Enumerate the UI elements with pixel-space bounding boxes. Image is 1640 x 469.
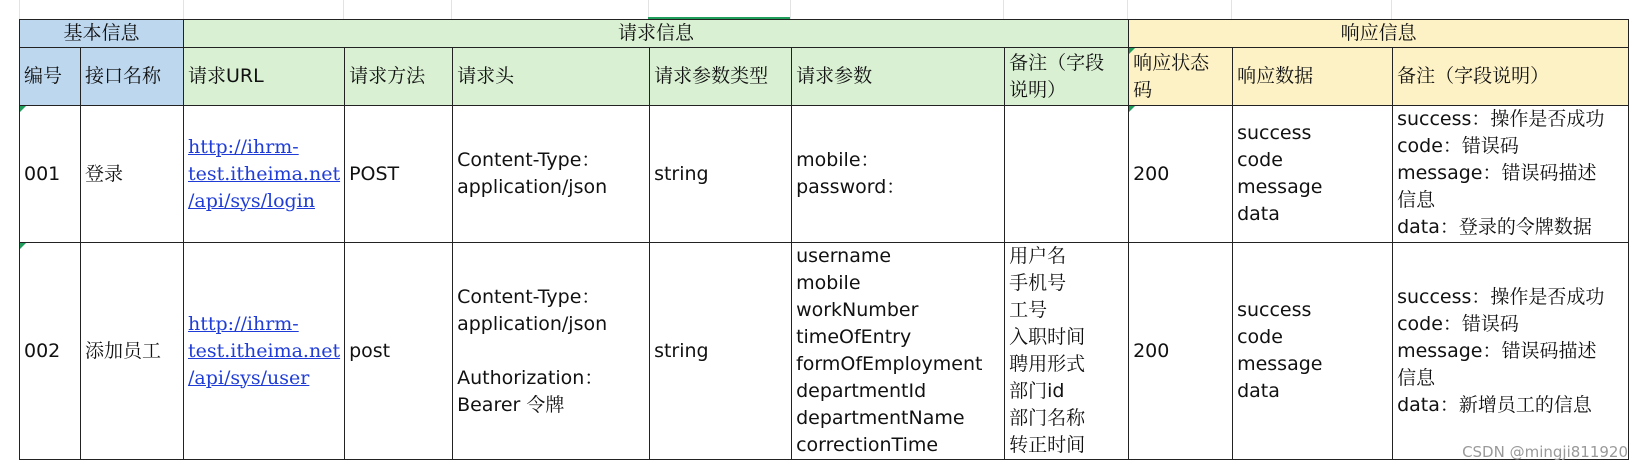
gridline bbox=[1127, 0, 1128, 19]
url-part[interactable]: /api/sys/user bbox=[188, 366, 310, 389]
header-method[interactable]: 请求方法 bbox=[345, 48, 453, 106]
header-remarks-line2: 说明） bbox=[1009, 78, 1067, 101]
header-url[interactable]: 请求URL bbox=[184, 48, 345, 106]
header-line: Authorization： bbox=[457, 366, 604, 389]
cell-no[interactable]: 002 bbox=[20, 243, 81, 460]
resp-line: success bbox=[1237, 299, 1312, 321]
cell-remarks[interactable] bbox=[1005, 106, 1129, 243]
remark-line: 聘用形式 bbox=[1009, 353, 1086, 375]
cell-response-data[interactable] bbox=[1233, 106, 1393, 243]
resp-line: message bbox=[1237, 176, 1323, 198]
cell-status-code[interactable]: 200 bbox=[1129, 243, 1233, 460]
cell-request-headers[interactable] bbox=[453, 106, 650, 243]
resp-line: success bbox=[1237, 122, 1312, 144]
header-request-headers[interactable]: 请求头 bbox=[453, 48, 650, 106]
resp-line: message bbox=[1237, 353, 1323, 375]
remark-line: 部门名称 bbox=[1009, 407, 1086, 429]
cell-request-headers[interactable] bbox=[453, 243, 650, 460]
header-params[interactable]: 请求参数 bbox=[792, 48, 1005, 106]
cell-params[interactable] bbox=[792, 243, 1005, 460]
group-request-info[interactable]: 请求信息 bbox=[184, 20, 1129, 48]
remark-line: 入职时间 bbox=[1009, 326, 1086, 348]
resp-line: data bbox=[1237, 203, 1280, 225]
remark-line: message：错误码描述 bbox=[1397, 339, 1597, 362]
header-status-code[interactable] bbox=[1129, 48, 1233, 106]
remark-line: data：新增员工的信息 bbox=[1397, 393, 1592, 416]
cell-param-type[interactable]: string bbox=[650, 106, 792, 243]
remark-line: code：错误码 bbox=[1397, 312, 1519, 335]
gridline bbox=[1391, 0, 1392, 19]
api-spec-table bbox=[19, 19, 1629, 460]
cell-name[interactable]: 添加员工 bbox=[81, 243, 184, 460]
url-part[interactable]: http://ihrm- bbox=[188, 312, 299, 335]
param-line: workNumber bbox=[796, 299, 919, 321]
remark-line: success：操作是否成功 bbox=[1397, 285, 1605, 308]
column-header-row bbox=[20, 48, 1629, 106]
remark-line: 工号 bbox=[1009, 299, 1048, 321]
param-line: mobile： bbox=[796, 149, 880, 171]
cell-status-code[interactable]: 200 bbox=[1129, 106, 1233, 243]
cell-name[interactable]: 登录 bbox=[81, 106, 184, 243]
remark-line: 信息 bbox=[1397, 366, 1436, 389]
header-line: application/json bbox=[457, 312, 608, 335]
url-part[interactable]: test.itheima.net bbox=[188, 162, 341, 185]
header-line: application/json bbox=[457, 176, 608, 198]
header-no[interactable]: 编号 bbox=[20, 48, 81, 106]
cell-no[interactable]: 001 bbox=[20, 106, 81, 243]
header-response-data[interactable]: 响应数据 bbox=[1233, 48, 1393, 106]
param-line: formOfEmployment bbox=[796, 353, 983, 375]
param-line: password： bbox=[796, 176, 906, 198]
header-response-remarks[interactable]: 备注（字段说明） bbox=[1393, 48, 1629, 106]
header-param-type[interactable]: 请求参数类型 bbox=[650, 48, 792, 106]
cell-param-type[interactable]: string bbox=[650, 243, 792, 460]
gridline bbox=[1231, 0, 1232, 19]
cell-method[interactable]: POST bbox=[345, 106, 453, 243]
cell-method[interactable]: post bbox=[345, 243, 453, 460]
resp-line: code bbox=[1237, 326, 1283, 348]
cell-response-remarks[interactable] bbox=[1393, 106, 1629, 243]
gridline bbox=[1003, 0, 1004, 19]
param-line: mobile bbox=[796, 272, 861, 294]
gridline bbox=[19, 0, 20, 19]
header-remarks-line1: 备注（字段 bbox=[1009, 51, 1105, 74]
remark-line: 信息 bbox=[1397, 189, 1436, 211]
cell-params[interactable] bbox=[792, 106, 1005, 243]
remark-line: message：错误码描述 bbox=[1397, 162, 1597, 184]
header-line: Bearer 令牌 bbox=[457, 393, 565, 416]
cell-response-remarks[interactable] bbox=[1393, 243, 1629, 460]
cell-url-link[interactable] bbox=[184, 106, 345, 243]
resp-line: code bbox=[1237, 149, 1283, 171]
remark-line: data：登录的令牌数据 bbox=[1397, 216, 1592, 238]
line-gap bbox=[457, 338, 645, 365]
group-response-info[interactable]: 响应信息 bbox=[1129, 20, 1629, 48]
header-status-line1: 响应状态 bbox=[1133, 51, 1210, 74]
table-row bbox=[20, 243, 1629, 460]
csdn-watermark: CSDN @mingji811920 bbox=[1462, 443, 1628, 461]
param-line: departmentName bbox=[796, 407, 965, 429]
remark-line: 手机号 bbox=[1009, 272, 1067, 294]
param-line: departmentId bbox=[796, 380, 927, 402]
param-line: timeOfEntry bbox=[796, 326, 912, 348]
cell-remarks[interactable] bbox=[1005, 243, 1129, 460]
cell-url-link[interactable] bbox=[184, 243, 345, 460]
url-part[interactable]: test.itheima.net bbox=[188, 339, 341, 362]
remark-line: 部门id bbox=[1009, 380, 1065, 402]
resp-line: data bbox=[1237, 380, 1280, 402]
remark-line: code：错误码 bbox=[1397, 135, 1519, 157]
gridline bbox=[451, 0, 452, 19]
url-part[interactable]: /api/sys/login bbox=[188, 189, 315, 212]
header-name[interactable]: 接口名称 bbox=[81, 48, 184, 106]
remark-line: 转正时间 bbox=[1009, 434, 1086, 456]
gridline bbox=[790, 0, 791, 19]
remark-line: 用户名 bbox=[1009, 245, 1067, 267]
gridline bbox=[343, 0, 344, 19]
param-line: username bbox=[796, 245, 892, 267]
header-line: Content-Type： bbox=[457, 149, 601, 171]
header-line: Content-Type： bbox=[457, 285, 601, 308]
sheet-top-strip bbox=[0, 0, 1640, 19]
gridline bbox=[183, 0, 184, 19]
param-line: correctionTime bbox=[796, 434, 939, 456]
group-header-row bbox=[20, 20, 1629, 48]
header-status-line2: 码 bbox=[1133, 78, 1153, 101]
group-basic-info[interactable]: 基本信息 bbox=[20, 20, 184, 48]
header-remarks[interactable] bbox=[1005, 48, 1129, 106]
cell-response-data[interactable] bbox=[1233, 243, 1393, 460]
remark-line: success：操作是否成功 bbox=[1397, 108, 1605, 130]
table-row bbox=[20, 106, 1629, 243]
url-part[interactable]: http://ihrm- bbox=[188, 135, 299, 158]
